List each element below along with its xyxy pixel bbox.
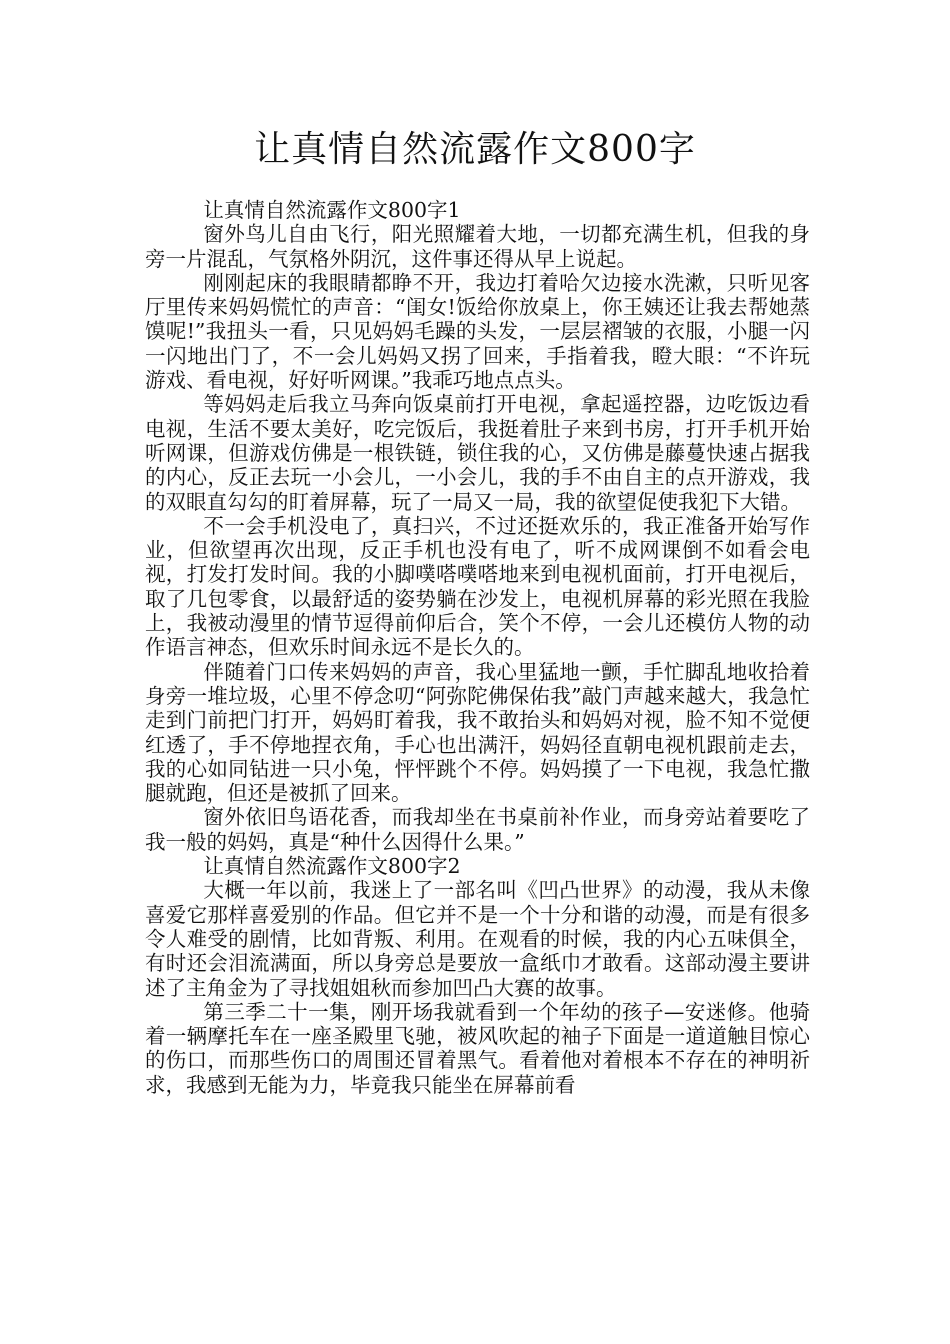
essay-heading-2: 让真情自然流露作文800字2 — [203, 854, 461, 879]
paragraph: 不一会手机没电了，真扫兴，不过还挺欢乐的，我正准备开始写作业，但欲望再次出现，反正手机也没有电了，听不成网课倒不如看会电视，打发打发时间。我的小脚噗嗒噗嗒地来到电视机面前，打开电视后，取了几包零食，以最舒适的姿势躺在沙发上，电视机屏幕的彩光照在我脸上，我被动漫里的情节逗得前仰后合，笑个不停，一会儿还模仿人物的动作语言神态，但欢乐时间永远不是长久的。 — [145, 513, 810, 660]
paragraph: 窗外依旧鸟语花香，而我却坐在书桌前补作业，而身旁站着要吃了我一般的妈妈，真是“种什么因得什么果。” — [145, 805, 810, 854]
paragraph: 大概一年以前，我迷上了一部名叫《凹凸世界》的动漫，我从未像喜爱它那样喜爱别的作品。但它并不是一个十分和谐的动漫，而是有很多令人难受的剧情，比如背叛、利用。在观看的时候，我的内心五味俱全，有时还会泪流满面，所以身旁总是要放一盒纸巾才敢看。这部动漫主要讲述了主角金为了寻找姐姐秋而参加凹凸大赛的故事。 — [145, 878, 810, 1000]
paragraph: 刚刚起床的我眼睛都睁不开，我边打着哈欠边接水洗漱，只听见客厅里传来妈妈慌忙的声音：“闺女!饭给你放桌上，你王姨还让我去帮她蒸馍呢!”我扭头一看，只见妈妈毛躁的头发，一层层褶皱的衣服，小腿一闪一闪地出门了，不一会儿妈妈又拐了回来，手指着我，瞪大眼：“不许玩游戏、看电视，好好听网课。”我乖巧地点点头。 — [145, 270, 810, 393]
document-body — [145, 198, 810, 1097]
essay-heading-1: 让真情自然流露作文800字1 — [203, 198, 461, 222]
paragraph: 第三季二十一集，刚开场我就看到一个年幼的孩子—安迷修。他骑着一辆摩托车在一座圣殿里飞驰，被风吹起的袖子下面是一道道触目惊心的伤口，而那些伤口的周围还冒着黑气。看着他对着根本不存在的神明祈求，我感到无能为力，毕竟我只能坐在屏幕前看 — [145, 999, 810, 1097]
paragraph: 等妈妈走后我立马奔向饭桌前打开电视，拿起遥控器，边吃饭边看电视，生活不要太美好，吃完饭后，我挺着肚子来到书房，打开手机开始听网课，但游戏仿佛是一根铁链，锁住我的心，又仿佛是藤蔓快速占据我的内心，反正去玩一小会儿，一小会儿，我的手不由自主的点开游戏，我的双眼直勾勾的盯着屏幕，玩了一局又一局，我的欲望促使我犯下大错。 — [145, 392, 810, 514]
paragraph: 窗外鸟儿自由飞行，阳光照耀着大地，一切都充满生机，但我的身旁一片混乱，气氛格外阴沉，这件事还得从早上说起。 — [145, 222, 810, 271]
document-title: 让真情自然流露作文800字 — [254, 129, 696, 170]
paragraph: 伴随着门口传来妈妈的声音，我心里猛地一颤，手忙脚乱地收拾着身旁一堆垃圾，心里不停念叨“阿弥陀佛保佑我”敲门声越来越大，我急忙走到门前把门打开，妈妈盯着我，我不敢抬头和妈妈对视，脸不知不觉便红透了，手不停地捏衣角，手心也出满汗，妈妈径直朝电视机跟前走去，我的心如同钻进一只小兔，怦怦跳个不停。妈妈摸了一下电视，我急忙撒腿就跑，但还是被抓了回来。 — [145, 659, 810, 806]
